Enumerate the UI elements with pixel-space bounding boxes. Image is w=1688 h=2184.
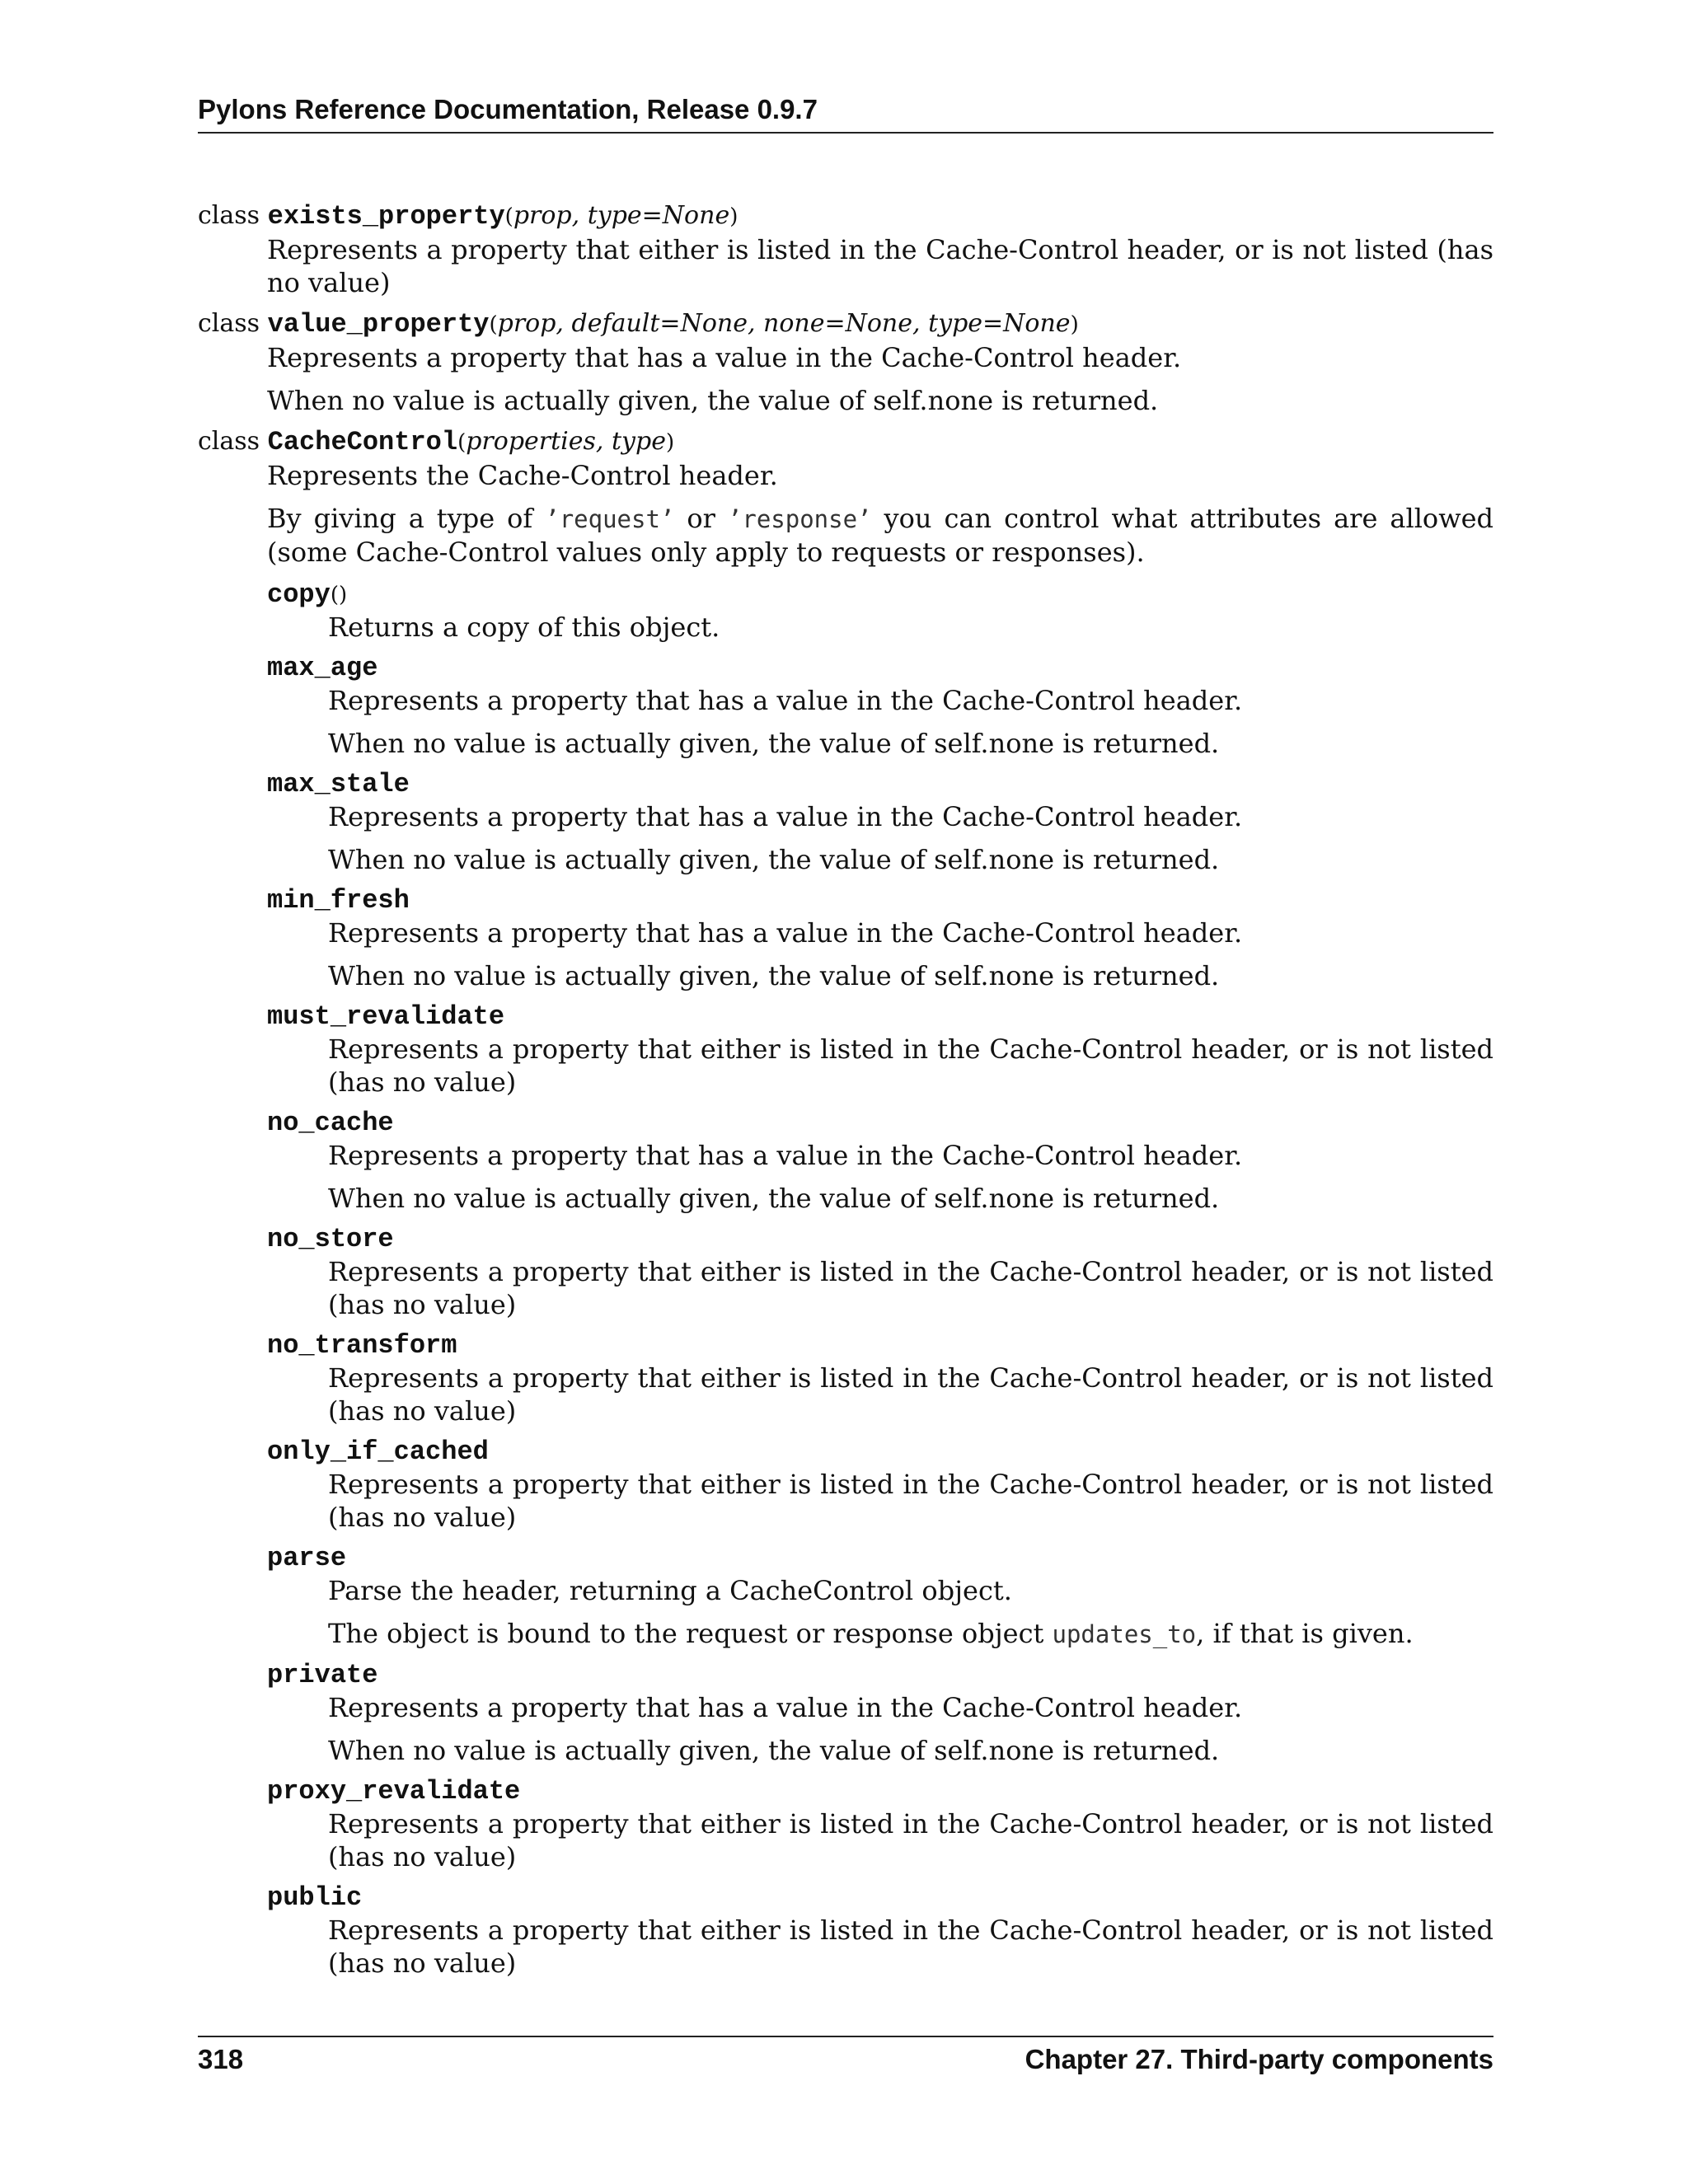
- member-entry: [267, 1107, 1493, 1215]
- header-title: Pylons Reference Documentation, Release 0.9.7: [198, 94, 818, 124]
- description-paragraph: Represents a property that either is listed in the Cache-Control header, or is not listed (has no value): [328, 1469, 1493, 1533]
- description-paragraph: Represents a property that has a value in the Cache-Control header.: [328, 1692, 1243, 1723]
- class-description: [198, 459, 1493, 1980]
- description-paragraph: [267, 502, 1493, 569]
- class-signature: [198, 307, 1493, 341]
- running-header: [198, 92, 1493, 134]
- member-signature: [267, 579, 1493, 611]
- description-paragraph: When no value is actually given, the value of self.none is returned.: [328, 1183, 1220, 1214]
- member-signature: [267, 1659, 1493, 1691]
- member-name: no_transform: [267, 1330, 457, 1361]
- member-entry: [267, 1436, 1493, 1534]
- open-paren: (: [457, 430, 467, 455]
- class-args: prop, default=None, none=None, type=None: [497, 309, 1071, 338]
- open-paren: (: [489, 312, 498, 337]
- class-name: value_property: [267, 309, 490, 340]
- class-description: [198, 233, 1493, 299]
- extra-text: The object is bound to the request or response object: [328, 1618, 1053, 1649]
- description-paragraph: Represents a property that has a value in the Cache-Control header.: [328, 1140, 1243, 1171]
- class-args: prop, type=None: [513, 201, 730, 230]
- description-paragraph: When no value is actually given, the value of self.none is returned.: [328, 728, 1220, 759]
- close-paren: ): [729, 204, 738, 229]
- member-description: [267, 1691, 1493, 1767]
- description-paragraph: Represents the Cache-Control header.: [267, 460, 778, 491]
- member-description: [267, 611, 1493, 644]
- description-paragraph: [328, 1617, 1493, 1651]
- member-name: must_revalidate: [267, 1001, 505, 1032]
- member-description: [267, 1468, 1493, 1534]
- inline-code: ’response’: [727, 505, 872, 533]
- intro-text: you can control what attributes are allowed (some Cache-Control values only apply to requests or responses).: [267, 503, 1494, 568]
- member-name: no_store: [267, 1224, 394, 1254]
- member-name: public: [267, 1882, 363, 1913]
- member-description: [267, 800, 1493, 876]
- member-name: proxy_revalidate: [267, 1776, 521, 1807]
- member-signature: [267, 1542, 1493, 1574]
- member-entry: [267, 1329, 1493, 1427]
- intro-text: or: [674, 503, 728, 534]
- description-paragraph: When no value is actually given, the value of self.none is returned.: [328, 960, 1220, 991]
- member-name: no_cache: [267, 1108, 394, 1138]
- member-entry: [267, 1542, 1493, 1651]
- member-parens: (): [330, 583, 348, 607]
- member-description: [267, 1033, 1493, 1099]
- description-paragraph: Represents a property that has a value in the Cache-Control header.: [328, 685, 1243, 716]
- chapter-title: Chapter 27. Third-party components: [1025, 2044, 1493, 2074]
- close-paren: ): [1070, 312, 1079, 337]
- member-name: max_stale: [267, 769, 410, 799]
- member-signature: [267, 1775, 1493, 1807]
- description-paragraph: Represents a property that has a value in the Cache-Control header.: [328, 801, 1243, 832]
- description-paragraph: Represents a property that either is listed in the Cache-Control header, or is not listed (has no value): [328, 1808, 1493, 1872]
- document-body: [198, 199, 1493, 1988]
- member-entry: [267, 1001, 1493, 1099]
- member-name: min_fresh: [267, 885, 410, 916]
- member-description: [267, 916, 1493, 992]
- intro-text: By giving a type of: [267, 503, 546, 534]
- description-paragraph: Represents a property that either is listed in the Cache-Control header, or is not listed (has no value): [267, 234, 1493, 298]
- description-paragraph: Returns a copy of this object.: [328, 612, 720, 643]
- class-keyword: class: [198, 427, 260, 456]
- class-signature: [198, 199, 1493, 233]
- member-signature: [267, 1223, 1493, 1255]
- description-paragraph: Represents a property that either is listed in the Cache-Control header, or is not listed (has no value): [328, 1915, 1493, 1979]
- description-paragraph: Represents a property that has a value in the Cache-Control header.: [267, 342, 1182, 373]
- class-entry: [198, 307, 1493, 417]
- running-footer: [198, 2036, 1493, 2075]
- member-description: [267, 684, 1493, 760]
- member-entry: [267, 1882, 1493, 1980]
- member-signature: [267, 768, 1493, 800]
- class-keyword: class: [198, 309, 260, 338]
- close-paren: ): [665, 430, 675, 455]
- class-name: exists_property: [267, 201, 505, 232]
- member-entry: [267, 1659, 1493, 1767]
- member-entry: [267, 1775, 1493, 1873]
- class-keyword: class: [198, 201, 260, 230]
- class-name: CacheControl: [267, 427, 458, 457]
- class-entry: [198, 199, 1493, 299]
- member-signature: [267, 1001, 1493, 1033]
- member-signature: [267, 884, 1493, 916]
- member-signature: [267, 1107, 1493, 1139]
- extra-text: , if that is given.: [1196, 1618, 1414, 1649]
- member-entry: [267, 652, 1493, 760]
- member-name: max_age: [267, 653, 378, 683]
- open-paren: (: [504, 204, 513, 229]
- member-name: private: [267, 1660, 378, 1690]
- page-number: 318: [198, 2044, 244, 2074]
- class-entry: [198, 425, 1493, 1980]
- description-paragraph: Represents a property that either is listed in the Cache-Control header, or is not listed (has no value): [328, 1033, 1493, 1098]
- member-description: [267, 1914, 1493, 1980]
- description-paragraph: When no value is actually given, the value of self.none is returned.: [328, 1735, 1220, 1766]
- member-signature: [267, 652, 1493, 684]
- member-description: [267, 1361, 1493, 1427]
- description-paragraph: Represents a property that either is listed in the Cache-Control header, or is not listed (has no value): [328, 1362, 1493, 1427]
- description-paragraph: Parse the header, returning a CacheControl object.: [328, 1575, 1012, 1606]
- member-description: [267, 1139, 1493, 1215]
- member-signature: [267, 1329, 1493, 1361]
- description-paragraph: When no value is actually given, the value of self.none is returned.: [267, 385, 1159, 416]
- description-paragraph: When no value is actually given, the value of self.none is returned.: [328, 844, 1220, 875]
- member-description: [267, 1807, 1493, 1873]
- member-name: parse: [267, 1543, 347, 1573]
- member-entry: [267, 768, 1493, 876]
- member-entry: [267, 1223, 1493, 1321]
- description-paragraph: Represents a property that has a value in the Cache-Control header.: [328, 917, 1243, 949]
- inline-code: updates_to: [1052, 1620, 1197, 1648]
- class-signature: [198, 425, 1493, 459]
- member-entry: [267, 579, 1493, 644]
- class-args: properties, type: [466, 427, 666, 456]
- member-name: only_if_cached: [267, 1436, 489, 1467]
- member-signature: [267, 1436, 1493, 1468]
- member-description: [267, 1255, 1493, 1321]
- member-description: [267, 1574, 1493, 1651]
- member-signature: [267, 1882, 1493, 1914]
- inline-code: ’request’: [545, 505, 675, 533]
- member-entry: [267, 884, 1493, 992]
- description-paragraph: Represents a property that either is listed in the Cache-Control header, or is not listed (has no value): [328, 1256, 1493, 1320]
- member-name: copy: [267, 579, 331, 610]
- class-description: [198, 341, 1493, 417]
